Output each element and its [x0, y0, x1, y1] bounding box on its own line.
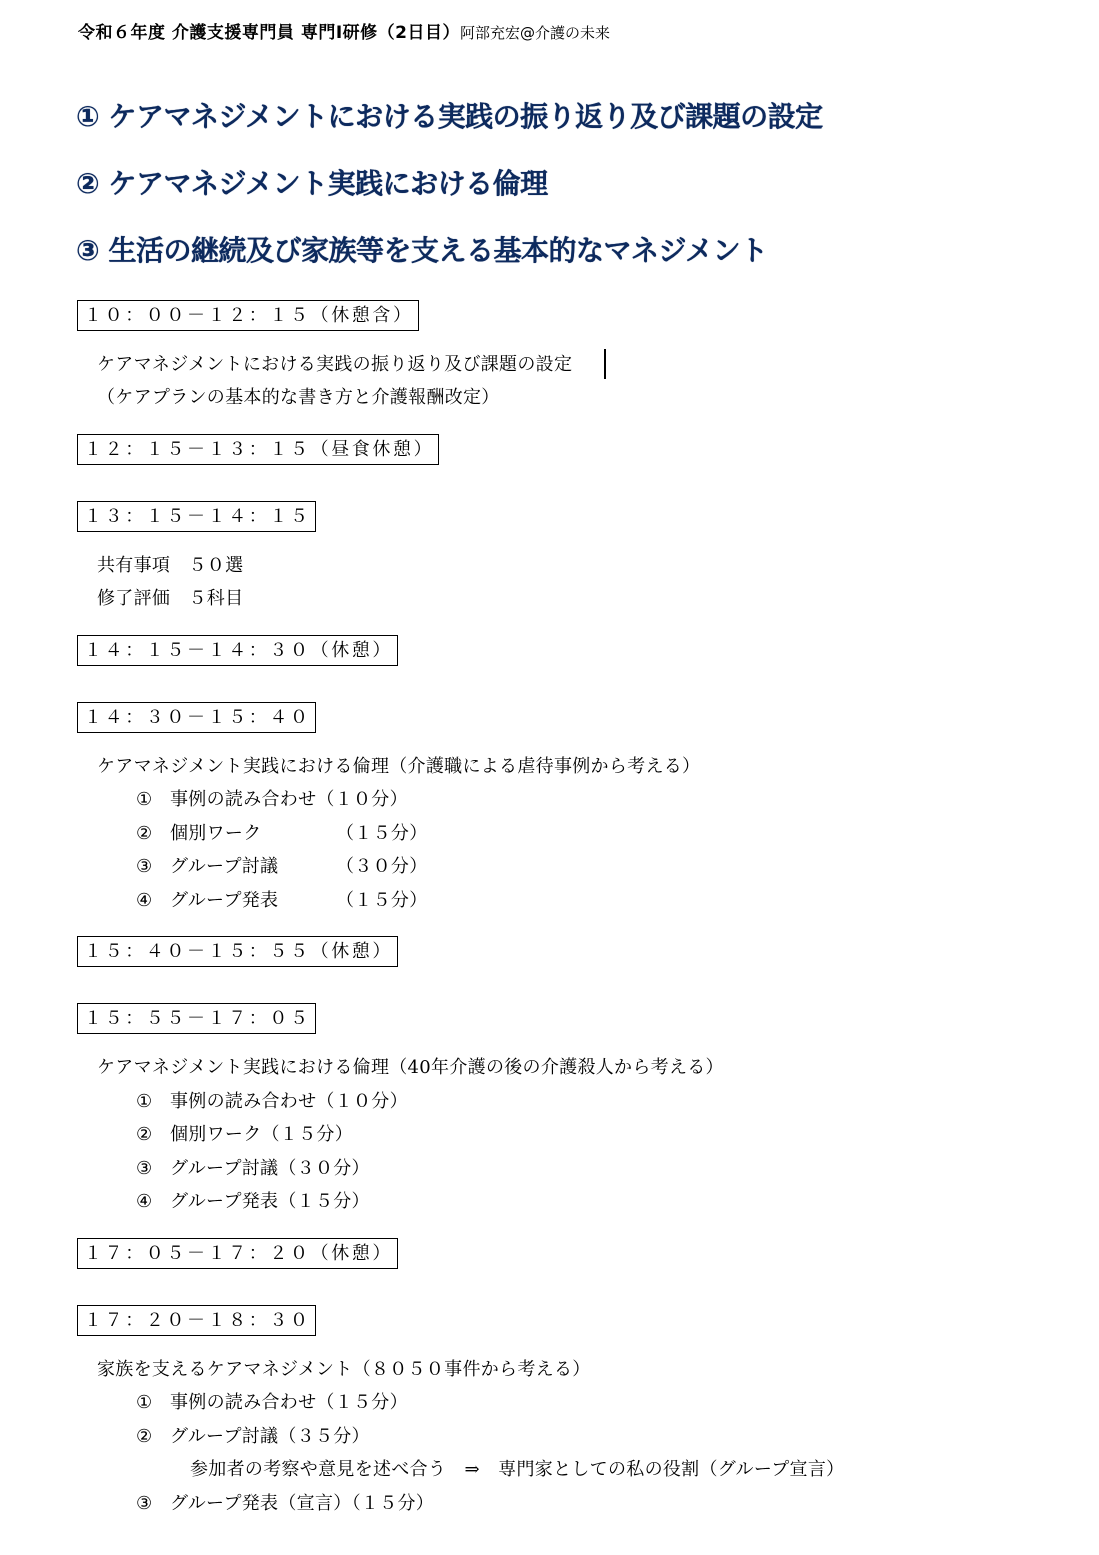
- session-3-line-1: 共有事項 ５０選: [97, 555, 244, 576]
- session-7-item-1: ① 事例の読み合わせ（１０分）: [136, 1091, 408, 1112]
- time-slot-4: １４：１５－１４：３０（休憩）: [77, 635, 398, 666]
- session-9-item-1: ① 事例の読み合わせ（１５分）: [136, 1392, 408, 1413]
- text-cursor: [604, 349, 606, 379]
- session-5-item-2: ② 個別ワーク （１５分）: [136, 823, 428, 844]
- time-slot-7: １５：５５－１７：０５: [77, 1003, 316, 1034]
- topic-heading-2: ② ケアマネジメント実践における倫理: [76, 167, 548, 200]
- page-header: [78, 18, 610, 43]
- session-7-item-2: ② 個別ワーク（１５分）: [136, 1124, 353, 1145]
- session-5-item-1: ① 事例の読み合わせ（１０分）: [136, 789, 408, 810]
- time-slot-1: １０：００－１２：１５（休憩含）: [77, 300, 419, 331]
- session-9-item-3: ③ グループ発表（宣言）（１５分）: [136, 1493, 435, 1514]
- session-7-item-4: ④ グループ発表（１５分）: [136, 1191, 370, 1212]
- topic-heading-3: ③ 生活の継続及び家族等を支える基本的なマネジメント: [76, 234, 768, 267]
- author-credit: 阿部充宏@介護の未来: [460, 24, 611, 42]
- session-3-line-2: 修了評価 ５科目: [97, 588, 244, 609]
- time-slot-2: １２：１５－１３：１５（昼食休憩）: [77, 434, 439, 465]
- session-9-item-2: ② グループ討議（３５分）: [136, 1426, 370, 1447]
- time-slot-3: １３：１５－１４：１５: [77, 501, 316, 532]
- time-slot-6: １５：４０－１５：５５（休憩）: [77, 936, 398, 967]
- document-title: 令和６年度 介護支援専門員 専門Ⅰ研修（2日目）: [78, 23, 460, 43]
- session-7-item-3: ③ グループ討議（３０分）: [136, 1158, 370, 1179]
- topic-heading-1: ① ケアマネジメントにおける実践の振り返り及び課題の設定: [76, 100, 823, 133]
- session-1-line-1: ケアマネジメントにおける実践の振り返り及び課題の設定: [97, 354, 573, 375]
- session-7-title: ケアマネジメント実践における倫理（40年介護の後の介護殺人から考える）: [97, 1057, 724, 1078]
- session-5-title: ケアマネジメント実践における倫理（介護職による虐待事例から考える）: [97, 756, 701, 777]
- session-9-title: 家族を支えるケアマネジメント（８０５０事件から考える）: [97, 1359, 591, 1380]
- time-slot-9: １７：２０－１８：３０: [77, 1305, 316, 1336]
- time-slot-5: １４：３０－１５：４０: [77, 702, 316, 733]
- session-9-note: 参加者の考察や意見を述べ合う ⇒ 専門家としての私の役割（グループ宣言）: [190, 1459, 845, 1480]
- time-slot-8: １７：０５－１７：２０（休憩）: [77, 1238, 398, 1269]
- session-5-item-3: ③ グループ討議 （３０分）: [136, 856, 428, 877]
- session-5-item-4: ④ グループ発表 （１５分）: [136, 890, 428, 911]
- session-1-line-2: （ケアプランの基本的な書き方と介護報酬改定）: [97, 387, 500, 408]
